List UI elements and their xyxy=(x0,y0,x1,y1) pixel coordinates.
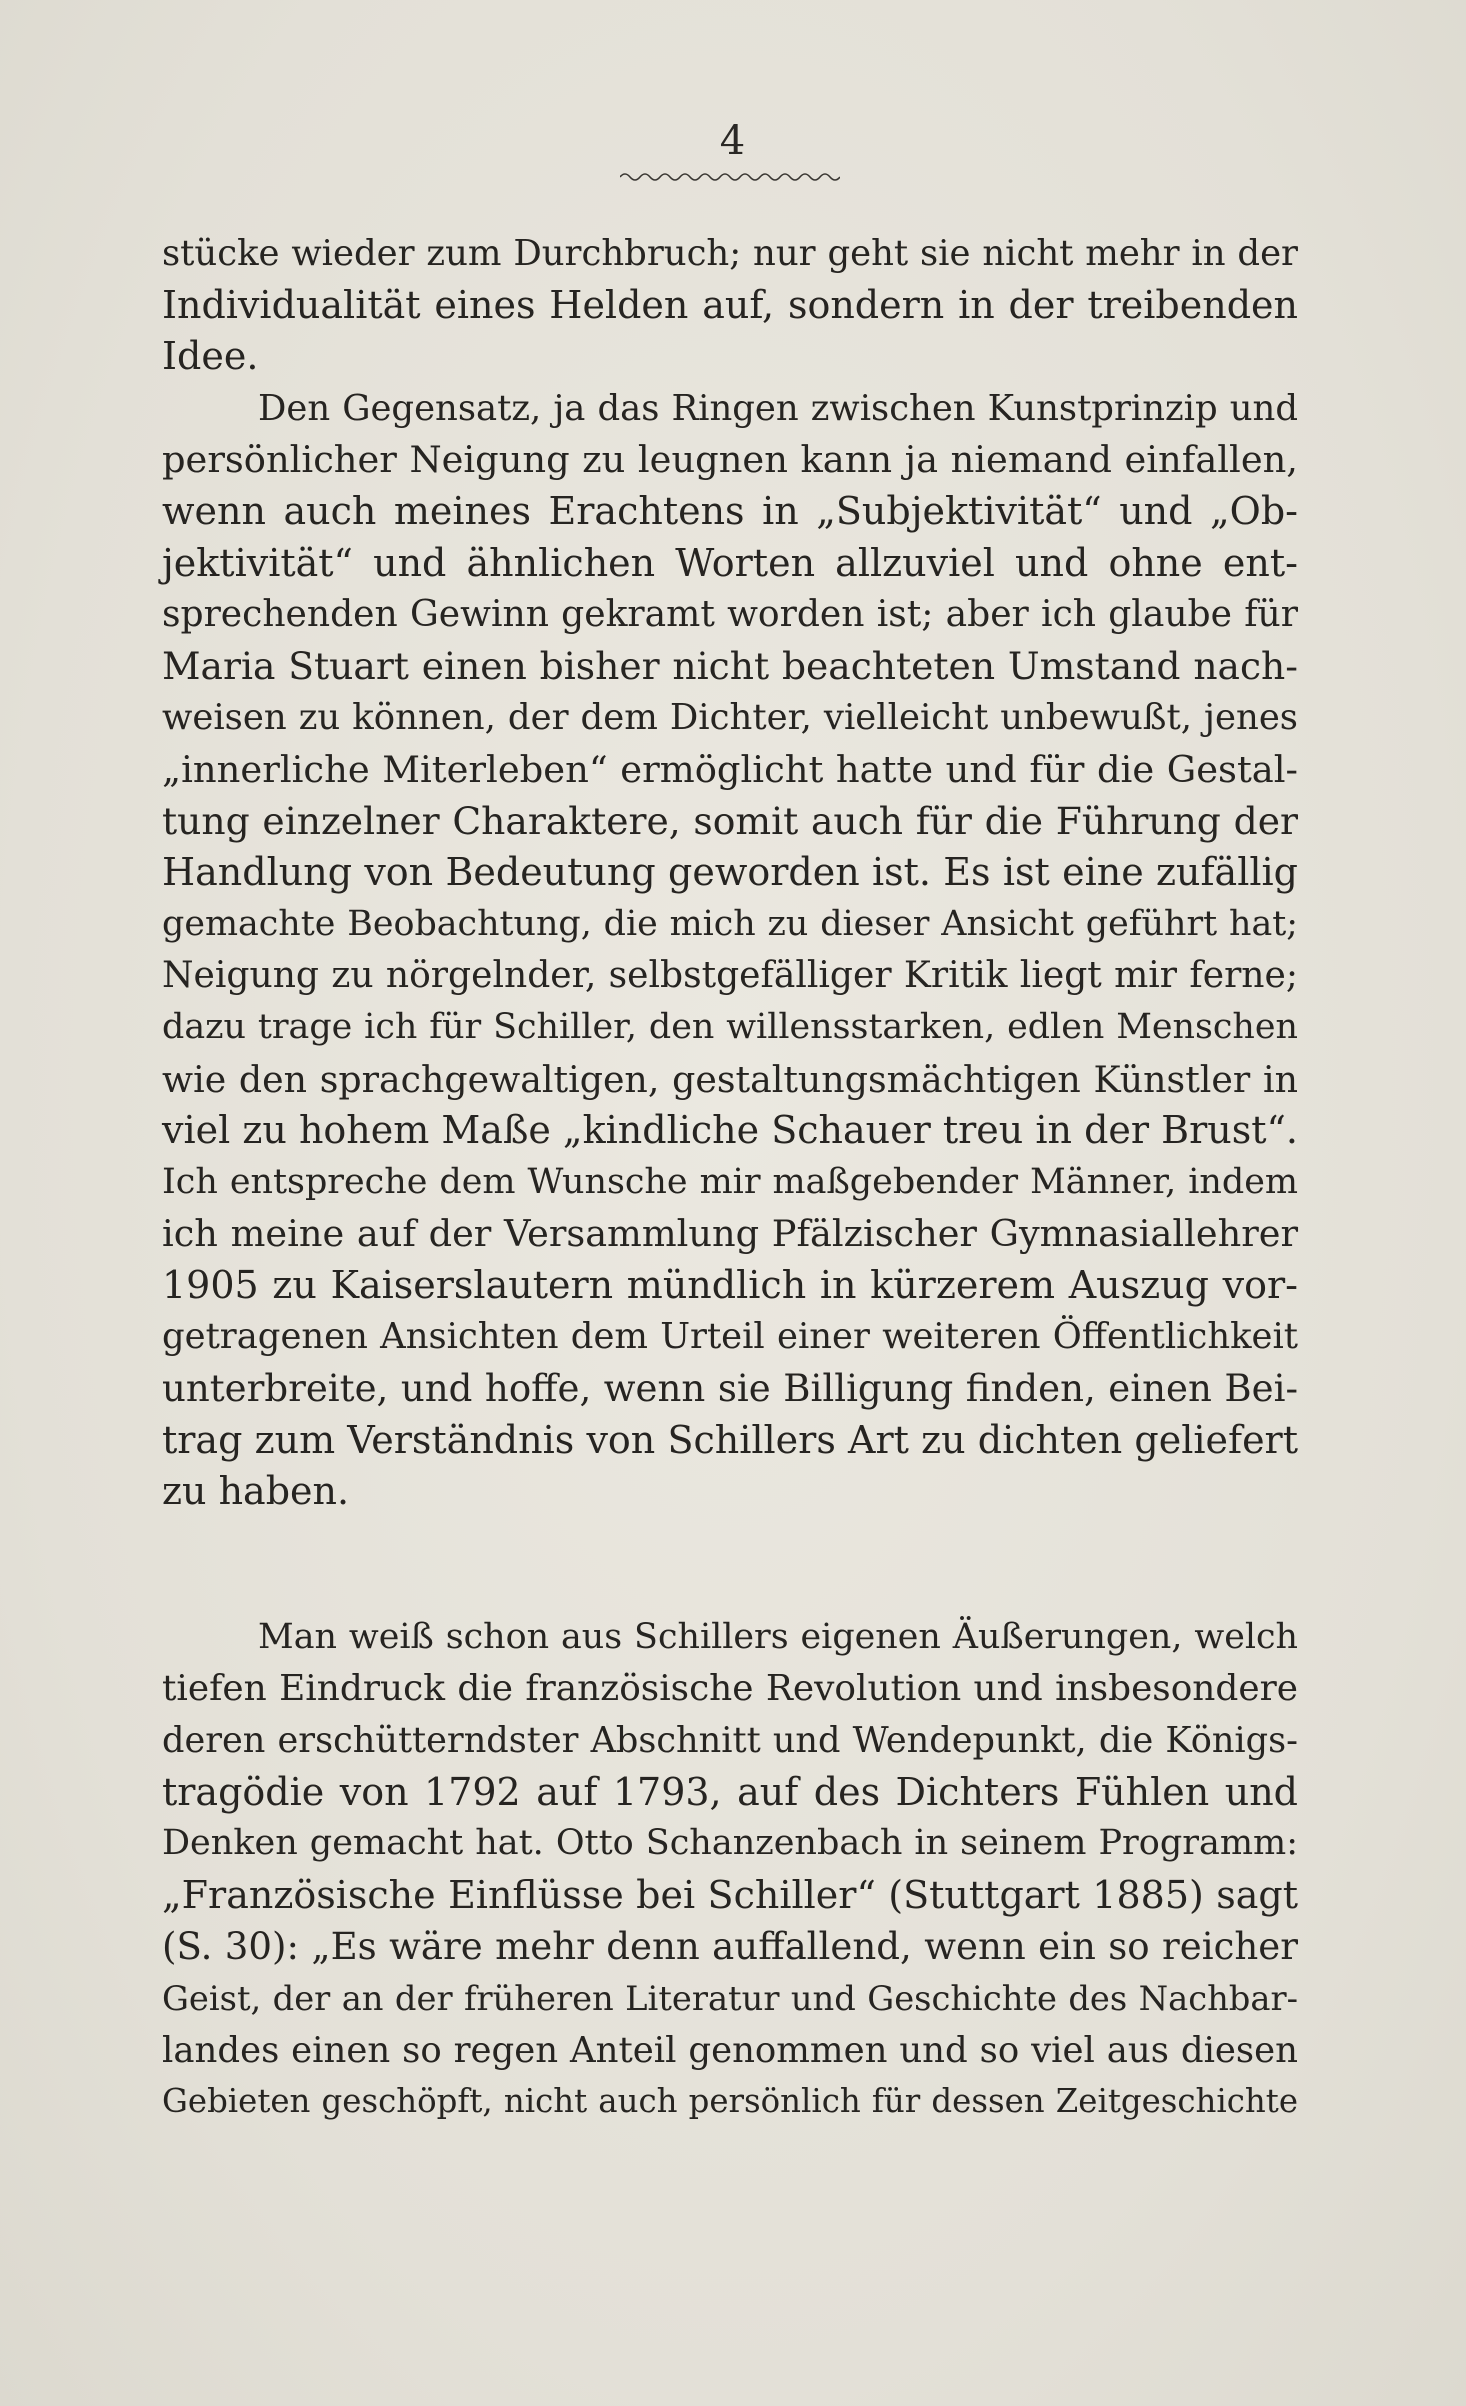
text-line: Handlung von Bedeutung geworden ist. Es ist eine zufällig xyxy=(162,850,1298,895)
text-line: dazu trage ich für Schiller, den willensstarken, edlen Menschen xyxy=(162,1006,1298,1047)
text-line: tung einzelner Charaktere, somit auch für die Führung der xyxy=(162,798,1298,843)
text-line: gemachte Beobachtung, die mich zu dieser Ansicht geführt hat; xyxy=(162,903,1298,944)
paragraph xyxy=(162,383,1298,1518)
text-line: jektivität“ und ähnlichen Worten allzuviel und ohne ent- xyxy=(162,540,1298,585)
text-line: landes einen so regen Anteil genommen und so viel aus diesen xyxy=(162,2029,1298,2071)
page-number: 4 xyxy=(719,118,747,164)
text-line: zu haben. xyxy=(162,1469,350,1514)
text-line: viel zu hohem Maße „kindliche Schauer treu in der Brust“. xyxy=(162,1108,1298,1153)
text-line: weisen zu können, der dem Dichter, vielleicht unbewußt, jenes xyxy=(162,697,1298,739)
text-line: trag zum Verständnis von Schillers Art zu dichten geliefert xyxy=(162,1417,1298,1462)
decorative-rule xyxy=(620,170,840,184)
text-line: „Französische Einflüsse bei Schiller“ (Stuttgart 1885) sagt xyxy=(162,1872,1298,1917)
text-line: Neigung zu nörgelnder, selbstgefälliger Kritik liegt mir ferne; xyxy=(162,954,1298,997)
text-line: ich meine auf der Versammlung Pfälzischer Gymnasiallehrer xyxy=(162,1212,1298,1256)
text-line: Idee. xyxy=(162,334,259,379)
body-text xyxy=(162,228,1298,2128)
text-line: Individualität eines Helden auf, sondern in der treibenden xyxy=(162,282,1298,327)
text-line: Maria Stuart einen bisher nicht beachteten Umstand nach- xyxy=(162,643,1298,688)
text-line: wie den sprachgewaltigen, gestaltungsmächtigen Künstler in xyxy=(162,1057,1298,1101)
text-line: stücke wieder zum Durchbruch; nur geht sie nicht mehr in der xyxy=(162,233,1298,274)
paragraph xyxy=(162,1612,1298,2128)
text-line: Gebieten geschöpft, nicht auch persönlich für dessen Zeitgeschichte xyxy=(162,2082,1298,2121)
paragraph xyxy=(162,228,1298,383)
text-line: Geist, der an der früheren Literatur und Geschichte des Nachbar- xyxy=(162,1979,1298,2018)
text-line: getragenen Ansichten dem Urteil einer weiteren Öffentlichkeit xyxy=(162,1316,1298,1358)
text-line: unterbreite, und hoffe, wenn sie Billigung finden, einen Bei- xyxy=(162,1367,1298,1411)
text-line: „innerliche Miterleben“ ermöglicht hatte und für die Gestal- xyxy=(162,747,1298,791)
text-line: Denken gemacht hat. Otto Schanzenbach in seinem Programm: xyxy=(162,1823,1298,1864)
text-line: wenn auch meines Erachtens in „Subjektivität“ und „Ob- xyxy=(162,488,1298,533)
text-line: tiefen Eindruck die französische Revolution und insbesondere xyxy=(162,1668,1298,1710)
text-line: sprechenden Gewinn gekramt worden ist; aber ich glaube für xyxy=(162,593,1298,636)
text-line: Ich entspreche dem Wunsche mir maßgebender Männer, indem xyxy=(162,1161,1298,1202)
text-line: deren erschütterndster Abschnitt und Wendepunkt, die Königs- xyxy=(162,1720,1298,1762)
text-line: Man weiß schon aus Schillers eigenen Äußerungen, welch xyxy=(258,1616,1298,1657)
text-line: (S. 30): „Es wäre mehr denn auffallend, wenn ein so reicher xyxy=(162,1925,1298,1969)
text-line: tragödie von 1792 auf 1793, auf des Dichters Fühlen und xyxy=(162,1769,1298,1814)
text-line: persönlicher Neigung zu leugnen kann ja niemand einfallen, xyxy=(162,438,1298,482)
text-line: Den Gegensatz, ja das Ringen zwischen Kunstprinzip und xyxy=(258,387,1298,429)
text-line: 1905 zu Kaiserslautern mündlich in kürzerem Auszug vor- xyxy=(162,1262,1298,1307)
paragraph-gap xyxy=(162,1518,1298,1612)
